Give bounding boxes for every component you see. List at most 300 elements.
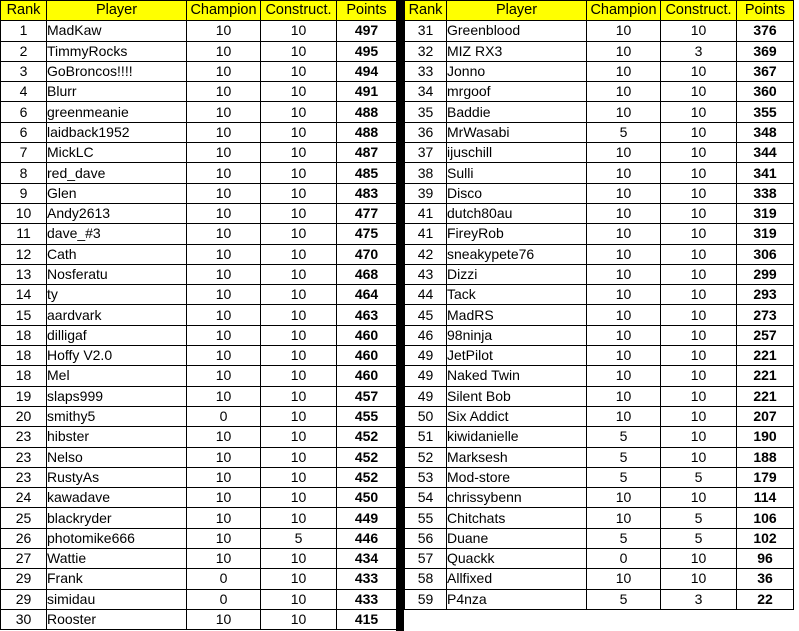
player-cell: dutch80au bbox=[447, 203, 587, 223]
points-cell: 433 bbox=[337, 569, 397, 589]
points-cell: 450 bbox=[337, 488, 397, 508]
champion-cell: 10 bbox=[587, 224, 661, 244]
constructor-cell: 10 bbox=[261, 305, 337, 325]
points-cell: 463 bbox=[337, 305, 397, 325]
player-cell: Marksesh bbox=[447, 447, 587, 467]
table-row bbox=[405, 447, 794, 467]
rank-cell: 8 bbox=[1, 163, 47, 183]
points-cell: 319 bbox=[737, 203, 794, 223]
table-row bbox=[1, 549, 397, 569]
player-cell: kawadave bbox=[47, 488, 187, 508]
player-cell: aardvark bbox=[47, 305, 187, 325]
player-cell: laidback1952 bbox=[47, 122, 187, 142]
rank-cell: 46 bbox=[405, 325, 447, 345]
player-cell: smithy5 bbox=[47, 406, 187, 426]
champion-cell: 10 bbox=[187, 366, 261, 386]
constructor-cell: 10 bbox=[261, 21, 337, 41]
table-row bbox=[1, 82, 397, 102]
constructor-cell: 3 bbox=[661, 41, 737, 61]
player-cell: Blurr bbox=[47, 82, 187, 102]
player-cell: dilligaf bbox=[47, 325, 187, 345]
header-rank: Rank bbox=[1, 1, 47, 21]
points-cell: 449 bbox=[337, 508, 397, 528]
champion-cell: 10 bbox=[187, 21, 261, 41]
champion-cell: 10 bbox=[187, 346, 261, 366]
player-cell: Sulli bbox=[447, 163, 587, 183]
table-row bbox=[405, 143, 794, 163]
points-cell: 299 bbox=[737, 264, 794, 284]
header-player: Player bbox=[47, 1, 187, 21]
constructor-cell: 10 bbox=[261, 488, 337, 508]
constructor-cell: 10 bbox=[261, 325, 337, 345]
champion-cell: 10 bbox=[187, 528, 261, 548]
constructor-cell: 10 bbox=[661, 569, 737, 589]
champion-cell: 10 bbox=[187, 305, 261, 325]
constructor-cell: 10 bbox=[661, 386, 737, 406]
champion-cell: 10 bbox=[187, 508, 261, 528]
player-cell: ijuschill bbox=[447, 143, 587, 163]
header-rank: Rank bbox=[405, 1, 447, 21]
constructor-cell: 10 bbox=[261, 549, 337, 569]
points-cell: 475 bbox=[337, 224, 397, 244]
rank-cell: 45 bbox=[405, 305, 447, 325]
table-row bbox=[1, 569, 397, 589]
rank-cell: 23 bbox=[1, 427, 47, 447]
champion-cell: 10 bbox=[187, 244, 261, 264]
points-cell: 96 bbox=[737, 549, 794, 569]
champion-cell: 10 bbox=[187, 224, 261, 244]
player-cell: Chitchats bbox=[447, 508, 587, 528]
points-cell: 367 bbox=[737, 61, 794, 81]
champion-cell: 10 bbox=[587, 305, 661, 325]
points-cell: 341 bbox=[737, 163, 794, 183]
constructor-cell: 10 bbox=[661, 102, 737, 122]
player-cell: Disco bbox=[447, 183, 587, 203]
champion-cell: 10 bbox=[187, 102, 261, 122]
table-row bbox=[1, 508, 397, 528]
points-cell: 468 bbox=[337, 264, 397, 284]
player-cell: red_dave bbox=[47, 163, 187, 183]
points-cell: 273 bbox=[737, 305, 794, 325]
rank-cell: 18 bbox=[1, 325, 47, 345]
player-cell: Wattie bbox=[47, 549, 187, 569]
points-cell: 455 bbox=[337, 406, 397, 426]
header-points: Points bbox=[337, 1, 397, 21]
player-cell: Nelso bbox=[47, 447, 187, 467]
constructor-cell: 3 bbox=[661, 589, 737, 609]
constructor-cell: 10 bbox=[261, 224, 337, 244]
rank-cell: 52 bbox=[405, 447, 447, 467]
champion-cell: 10 bbox=[187, 447, 261, 467]
table-row bbox=[1, 183, 397, 203]
champion-cell: 10 bbox=[587, 244, 661, 264]
champion-cell: 10 bbox=[587, 488, 661, 508]
player-cell: Hoffy V2.0 bbox=[47, 346, 187, 366]
points-cell: 460 bbox=[337, 325, 397, 345]
champion-cell: 10 bbox=[587, 82, 661, 102]
rank-cell: 56 bbox=[405, 528, 447, 548]
constructor-cell: 10 bbox=[261, 183, 337, 203]
player-cell: GoBroncos!!!! bbox=[47, 61, 187, 81]
header-row bbox=[405, 1, 794, 21]
rank-cell: 50 bbox=[405, 406, 447, 426]
rank-cell: 13 bbox=[1, 264, 47, 284]
champion-cell: 0 bbox=[587, 549, 661, 569]
champion-cell: 10 bbox=[187, 61, 261, 81]
player-cell: blackryder bbox=[47, 508, 187, 528]
table-row bbox=[405, 244, 794, 264]
points-cell: 433 bbox=[337, 589, 397, 609]
table-row bbox=[405, 183, 794, 203]
points-cell: 497 bbox=[337, 21, 397, 41]
constructor-cell: 10 bbox=[661, 203, 737, 223]
rank-cell: 7 bbox=[1, 143, 47, 163]
rank-cell: 18 bbox=[1, 366, 47, 386]
player-cell: 98ninja bbox=[447, 325, 587, 345]
points-cell: 190 bbox=[737, 427, 794, 447]
points-cell: 452 bbox=[337, 467, 397, 487]
constructor-cell: 10 bbox=[261, 386, 337, 406]
table-row bbox=[405, 163, 794, 183]
rank-cell: 27 bbox=[1, 549, 47, 569]
rank-cell: 59 bbox=[405, 589, 447, 609]
points-cell: 344 bbox=[737, 143, 794, 163]
champion-cell: 5 bbox=[587, 447, 661, 467]
table-row bbox=[405, 508, 794, 528]
player-cell: Mel bbox=[47, 366, 187, 386]
rank-cell: 31 bbox=[405, 21, 447, 41]
table-row bbox=[1, 386, 397, 406]
constructor-cell: 10 bbox=[661, 224, 737, 244]
rank-cell: 53 bbox=[405, 467, 447, 487]
champion-cell: 10 bbox=[187, 143, 261, 163]
champion-cell: 10 bbox=[587, 508, 661, 528]
champion-cell: 10 bbox=[187, 549, 261, 569]
table-row bbox=[405, 386, 794, 406]
points-cell: 488 bbox=[337, 122, 397, 142]
rank-cell: 2 bbox=[1, 41, 47, 61]
points-cell: 415 bbox=[337, 609, 397, 629]
champion-cell: 5 bbox=[587, 467, 661, 487]
champion-cell: 10 bbox=[187, 488, 261, 508]
header-constructor: Construct. bbox=[261, 1, 337, 21]
constructor-cell: 5 bbox=[661, 508, 737, 528]
constructor-cell: 10 bbox=[261, 366, 337, 386]
table-row bbox=[405, 102, 794, 122]
table-row bbox=[1, 41, 397, 61]
champion-cell: 10 bbox=[187, 427, 261, 447]
constructor-cell: 10 bbox=[261, 122, 337, 142]
constructor-cell: 10 bbox=[661, 366, 737, 386]
table-row bbox=[405, 427, 794, 447]
player-cell: MrWasabi bbox=[447, 122, 587, 142]
constructor-cell: 10 bbox=[661, 21, 737, 41]
player-cell: MickLC bbox=[47, 143, 187, 163]
header-champion: Champion bbox=[187, 1, 261, 21]
constructor-cell: 5 bbox=[261, 528, 337, 548]
player-cell: Rooster bbox=[47, 609, 187, 629]
points-cell: 494 bbox=[337, 61, 397, 81]
champion-cell: 10 bbox=[187, 122, 261, 142]
rank-cell: 35 bbox=[405, 102, 447, 122]
constructor-cell: 5 bbox=[661, 467, 737, 487]
table-row bbox=[1, 589, 397, 609]
player-cell: Tack bbox=[447, 285, 587, 305]
player-cell: dave_#3 bbox=[47, 224, 187, 244]
points-cell: 446 bbox=[337, 528, 397, 548]
player-cell: Cath bbox=[47, 244, 187, 264]
champion-cell: 10 bbox=[187, 285, 261, 305]
points-cell: 22 bbox=[737, 589, 794, 609]
constructor-cell: 10 bbox=[261, 102, 337, 122]
player-cell: photomike666 bbox=[47, 528, 187, 548]
player-cell: Silent Bob bbox=[447, 386, 587, 406]
champion-cell: 5 bbox=[587, 589, 661, 609]
table-row bbox=[405, 467, 794, 487]
points-cell: 452 bbox=[337, 427, 397, 447]
table-row bbox=[1, 224, 397, 244]
table-row bbox=[405, 264, 794, 284]
player-cell: MadRS bbox=[447, 305, 587, 325]
rank-cell: 30 bbox=[1, 609, 47, 629]
champion-cell: 10 bbox=[587, 203, 661, 223]
points-cell: 207 bbox=[737, 406, 794, 426]
rank-cell: 49 bbox=[405, 386, 447, 406]
table-row bbox=[405, 122, 794, 142]
rank-cell: 33 bbox=[405, 61, 447, 81]
champion-cell: 10 bbox=[587, 41, 661, 61]
champion-cell: 5 bbox=[587, 427, 661, 447]
table-row bbox=[1, 528, 397, 548]
constructor-cell: 10 bbox=[661, 244, 737, 264]
rank-cell: 29 bbox=[1, 569, 47, 589]
constructor-cell: 10 bbox=[661, 183, 737, 203]
points-cell: 221 bbox=[737, 366, 794, 386]
player-cell: sneakypete76 bbox=[447, 244, 587, 264]
player-cell: greenmeanie bbox=[47, 102, 187, 122]
table-row bbox=[1, 264, 397, 284]
points-cell: 460 bbox=[337, 346, 397, 366]
player-cell: Andy2613 bbox=[47, 203, 187, 223]
points-cell: 452 bbox=[337, 447, 397, 467]
constructor-cell: 10 bbox=[661, 447, 737, 467]
rank-cell: 3 bbox=[1, 61, 47, 81]
points-cell: 369 bbox=[737, 41, 794, 61]
constructor-cell: 10 bbox=[661, 549, 737, 569]
points-cell: 355 bbox=[737, 102, 794, 122]
champion-cell: 5 bbox=[587, 528, 661, 548]
table-row bbox=[405, 61, 794, 81]
table-row bbox=[1, 244, 397, 264]
rank-cell: 42 bbox=[405, 244, 447, 264]
player-cell: kiwidanielle bbox=[447, 427, 587, 447]
header-row bbox=[1, 1, 397, 21]
rank-cell: 58 bbox=[405, 569, 447, 589]
points-cell: 179 bbox=[737, 467, 794, 487]
champion-cell: 10 bbox=[587, 183, 661, 203]
constructor-cell: 10 bbox=[661, 488, 737, 508]
points-cell: 360 bbox=[737, 82, 794, 102]
points-cell: 257 bbox=[737, 325, 794, 345]
rank-cell: 44 bbox=[405, 285, 447, 305]
champion-cell: 10 bbox=[187, 163, 261, 183]
champion-cell: 10 bbox=[587, 143, 661, 163]
champion-cell: 10 bbox=[587, 569, 661, 589]
rank-cell: 4 bbox=[1, 82, 47, 102]
player-cell: Allfixed bbox=[447, 569, 587, 589]
table-row bbox=[1, 143, 397, 163]
champion-cell: 0 bbox=[187, 569, 261, 589]
table-row bbox=[405, 366, 794, 386]
rank-cell: 37 bbox=[405, 143, 447, 163]
champion-cell: 10 bbox=[587, 325, 661, 345]
constructor-cell: 5 bbox=[661, 528, 737, 548]
constructor-cell: 10 bbox=[261, 163, 337, 183]
points-cell: 376 bbox=[737, 21, 794, 41]
rank-cell: 49 bbox=[405, 366, 447, 386]
table-row bbox=[405, 305, 794, 325]
rank-cell: 9 bbox=[1, 183, 47, 203]
table-row bbox=[1, 285, 397, 305]
constructor-cell: 10 bbox=[661, 427, 737, 447]
constructor-cell: 10 bbox=[661, 122, 737, 142]
constructor-cell: 10 bbox=[261, 609, 337, 629]
rank-cell: 34 bbox=[405, 82, 447, 102]
champion-cell: 10 bbox=[187, 386, 261, 406]
table-row bbox=[405, 21, 794, 41]
constructor-cell: 10 bbox=[661, 163, 737, 183]
player-cell: Dizzi bbox=[447, 264, 587, 284]
table-row bbox=[1, 346, 397, 366]
rank-cell: 29 bbox=[1, 589, 47, 609]
champion-cell: 10 bbox=[587, 366, 661, 386]
constructor-cell: 10 bbox=[261, 244, 337, 264]
table-row bbox=[1, 609, 397, 629]
constructor-cell: 10 bbox=[661, 82, 737, 102]
player-cell: slaps999 bbox=[47, 386, 187, 406]
constructor-cell: 10 bbox=[661, 285, 737, 305]
table-row bbox=[1, 305, 397, 325]
constructor-cell: 10 bbox=[261, 427, 337, 447]
table-row bbox=[1, 61, 397, 81]
champion-cell: 10 bbox=[587, 102, 661, 122]
champion-cell: 10 bbox=[587, 163, 661, 183]
constructor-cell: 10 bbox=[261, 589, 337, 609]
header-player: Player bbox=[447, 1, 587, 21]
points-cell: 293 bbox=[737, 285, 794, 305]
champion-cell: 10 bbox=[587, 61, 661, 81]
constructor-cell: 10 bbox=[261, 143, 337, 163]
player-cell: Jonno bbox=[447, 61, 587, 81]
rank-cell: 14 bbox=[1, 285, 47, 305]
rank-cell: 6 bbox=[1, 102, 47, 122]
player-cell: simidau bbox=[47, 589, 187, 609]
champion-cell: 10 bbox=[587, 21, 661, 41]
table-row bbox=[1, 122, 397, 142]
table-row bbox=[1, 366, 397, 386]
constructor-cell: 10 bbox=[261, 447, 337, 467]
player-cell: MIZ RX3 bbox=[447, 41, 587, 61]
player-cell: TimmyRocks bbox=[47, 41, 187, 61]
rank-cell: 36 bbox=[405, 122, 447, 142]
champion-cell: 10 bbox=[587, 285, 661, 305]
rank-cell: 6 bbox=[1, 122, 47, 142]
table-row bbox=[405, 589, 794, 609]
champion-cell: 10 bbox=[187, 82, 261, 102]
champion-cell: 10 bbox=[587, 346, 661, 366]
table-row bbox=[1, 203, 397, 223]
champion-cell: 10 bbox=[187, 41, 261, 61]
rank-cell: 20 bbox=[1, 406, 47, 426]
rank-cell: 55 bbox=[405, 508, 447, 528]
constructor-cell: 10 bbox=[261, 508, 337, 528]
constructor-cell: 10 bbox=[661, 305, 737, 325]
player-cell: Glen bbox=[47, 183, 187, 203]
player-cell: P4nza bbox=[447, 589, 587, 609]
rank-cell: 49 bbox=[405, 346, 447, 366]
table-row bbox=[1, 21, 397, 41]
player-cell: Greenblood bbox=[447, 21, 587, 41]
points-cell: 460 bbox=[337, 366, 397, 386]
points-cell: 488 bbox=[337, 102, 397, 122]
player-cell: Nosferatu bbox=[47, 264, 187, 284]
champion-cell: 5 bbox=[587, 122, 661, 142]
points-cell: 434 bbox=[337, 549, 397, 569]
points-cell: 306 bbox=[737, 244, 794, 264]
player-cell: MadKaw bbox=[47, 21, 187, 41]
points-cell: 464 bbox=[337, 285, 397, 305]
points-cell: 470 bbox=[337, 244, 397, 264]
rank-cell: 12 bbox=[1, 244, 47, 264]
constructor-cell: 10 bbox=[261, 569, 337, 589]
champion-cell: 10 bbox=[587, 264, 661, 284]
leaderboard-table-right bbox=[404, 0, 794, 610]
points-cell: 487 bbox=[337, 143, 397, 163]
header-champion: Champion bbox=[587, 1, 661, 21]
table-row bbox=[1, 325, 397, 345]
table-row bbox=[405, 346, 794, 366]
rank-cell: 26 bbox=[1, 528, 47, 548]
table-row bbox=[405, 224, 794, 244]
column-divider bbox=[396, 0, 404, 631]
table-row bbox=[405, 41, 794, 61]
points-cell: 483 bbox=[337, 183, 397, 203]
points-cell: 221 bbox=[737, 346, 794, 366]
points-cell: 106 bbox=[737, 508, 794, 528]
rank-cell: 38 bbox=[405, 163, 447, 183]
player-cell: FireyRob bbox=[447, 224, 587, 244]
points-cell: 485 bbox=[337, 163, 397, 183]
constructor-cell: 10 bbox=[661, 325, 737, 345]
rank-cell: 11 bbox=[1, 224, 47, 244]
header-points: Points bbox=[737, 1, 794, 21]
points-cell: 102 bbox=[737, 528, 794, 548]
constructor-cell: 10 bbox=[661, 264, 737, 284]
table-row bbox=[405, 325, 794, 345]
player-cell: Naked Twin bbox=[447, 366, 587, 386]
constructor-cell: 10 bbox=[261, 41, 337, 61]
table-row bbox=[1, 488, 397, 508]
table-row bbox=[1, 447, 397, 467]
champion-cell: 10 bbox=[587, 386, 661, 406]
table-row bbox=[405, 569, 794, 589]
constructor-cell: 10 bbox=[261, 285, 337, 305]
rank-cell: 41 bbox=[405, 203, 447, 223]
player-cell: chrissybenn bbox=[447, 488, 587, 508]
player-cell: mrgoof bbox=[447, 82, 587, 102]
champion-cell: 10 bbox=[187, 609, 261, 629]
points-cell: 457 bbox=[337, 386, 397, 406]
